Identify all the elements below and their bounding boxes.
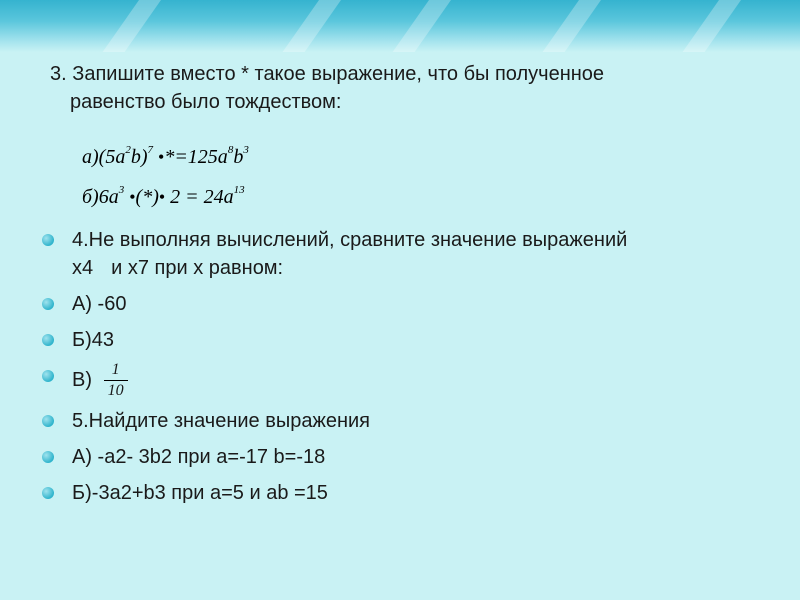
formula-a-exp: 2	[125, 144, 131, 157]
band-streak	[267, 0, 351, 52]
question-3-line2: равенство было тождеством:	[70, 91, 342, 113]
band-streak	[87, 0, 171, 52]
question-3-line1: 3. Запишите вместо * такое выражение, что бы полученное	[50, 63, 605, 85]
bullet-operator-icon: •	[158, 187, 166, 207]
bullet-icon	[42, 370, 54, 382]
formula-a-part: b)	[130, 146, 148, 168]
fraction-bar	[104, 380, 128, 381]
list-item	[42, 407, 772, 435]
bullet-icon	[42, 334, 54, 346]
fraction	[104, 362, 128, 399]
list-item-text: Б)43	[72, 329, 115, 351]
list-item	[42, 226, 772, 282]
bullet-icon	[42, 415, 54, 427]
formula-a-part: *=125a	[164, 146, 228, 168]
bullet-icon	[42, 234, 54, 246]
fraction-numerator: 1	[111, 361, 120, 378]
list-item-text: А) -60	[72, 293, 127, 315]
bullet-operator-icon: •	[129, 187, 136, 207]
list-item-text: 5.Найдите значение выражения	[72, 410, 371, 432]
list-item-text: 4.Не выполняя вычислений, сравните значение выражений	[72, 229, 628, 251]
formula-a-part: b	[233, 146, 244, 168]
formula-a-exp: 3	[243, 144, 249, 157]
formula-b-part: 2 = 24a	[170, 186, 234, 208]
list-item-text: Б)-3a2+b3 при a=5 и ab =15	[72, 482, 328, 504]
formula-a	[82, 146, 249, 169]
question-3	[50, 60, 750, 116]
list-item	[42, 479, 772, 507]
list-item-text: и x7 при x равном:	[111, 257, 284, 279]
formula-a-exp: 7	[147, 144, 153, 157]
bullet-icon	[42, 487, 54, 499]
formula-b-part: (*)	[135, 186, 159, 208]
formula-a-exp: 8	[227, 144, 234, 157]
list-item-text: А) -a2- 3b2 при a=-17 b=-18	[72, 446, 326, 468]
fraction-denominator: 10	[107, 382, 124, 399]
formula-a-part: a)(5a	[82, 146, 126, 168]
bullet-operator-icon: •	[158, 147, 165, 167]
list-item-text: x4	[72, 257, 94, 279]
item-list	[42, 226, 772, 515]
formula-b-exp: 3	[118, 184, 125, 197]
formula-b	[82, 186, 245, 209]
list-item	[42, 443, 772, 471]
bullet-icon	[42, 298, 54, 310]
list-item	[42, 326, 772, 354]
list-item	[42, 290, 772, 318]
bullet-icon	[42, 451, 54, 463]
header-band	[0, 0, 800, 52]
band-streak	[377, 0, 461, 52]
formula-b-part: б)6a	[82, 186, 119, 208]
band-streak	[527, 0, 611, 52]
list-item-text: В)	[72, 368, 92, 391]
band-streak	[667, 0, 751, 52]
formula-b-exp: 13	[233, 184, 245, 197]
list-item	[42, 362, 772, 399]
